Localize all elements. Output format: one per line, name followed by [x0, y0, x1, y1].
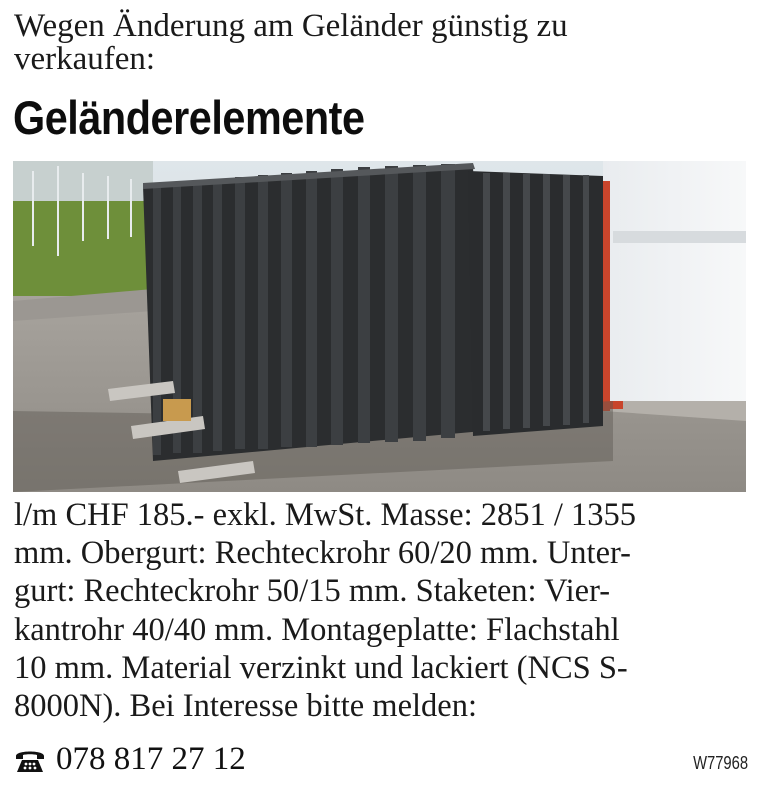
intro-line: Wegen Änderung am Geländer günstig zu	[14, 8, 568, 44]
intro-line: verkaufen:	[14, 41, 156, 77]
ad-headline: Geländerelemente	[13, 91, 365, 144]
ad-reference-code: W77968	[693, 753, 748, 773]
description-line: 10 mm. Material verzinkt und lackiert (NCS S-	[14, 649, 628, 686]
description-line: kantrohr 40/40 mm. Montageplatte: Flachstahl	[14, 611, 620, 648]
telephone-icon	[14, 745, 46, 773]
phone-number[interactable]: 078 817 27 12	[56, 741, 246, 777]
product-photo	[13, 161, 746, 492]
ad-description	[14, 496, 749, 725]
description-line: gurt: Rechteckrohr 50/15 mm. Staketen: Vier-	[14, 573, 611, 610]
description-line: 8000N). Bei Interesse bitte melden:	[14, 688, 477, 725]
description-line: mm. Obergurt: Rechteckrohr 60/20 mm. Unter-	[14, 535, 632, 572]
ad-intro	[14, 10, 749, 76]
description-line: l/m CHF 185.- exkl. MwSt. Masse: 2851 / 1355	[14, 497, 637, 533]
contact-line	[14, 739, 246, 779]
